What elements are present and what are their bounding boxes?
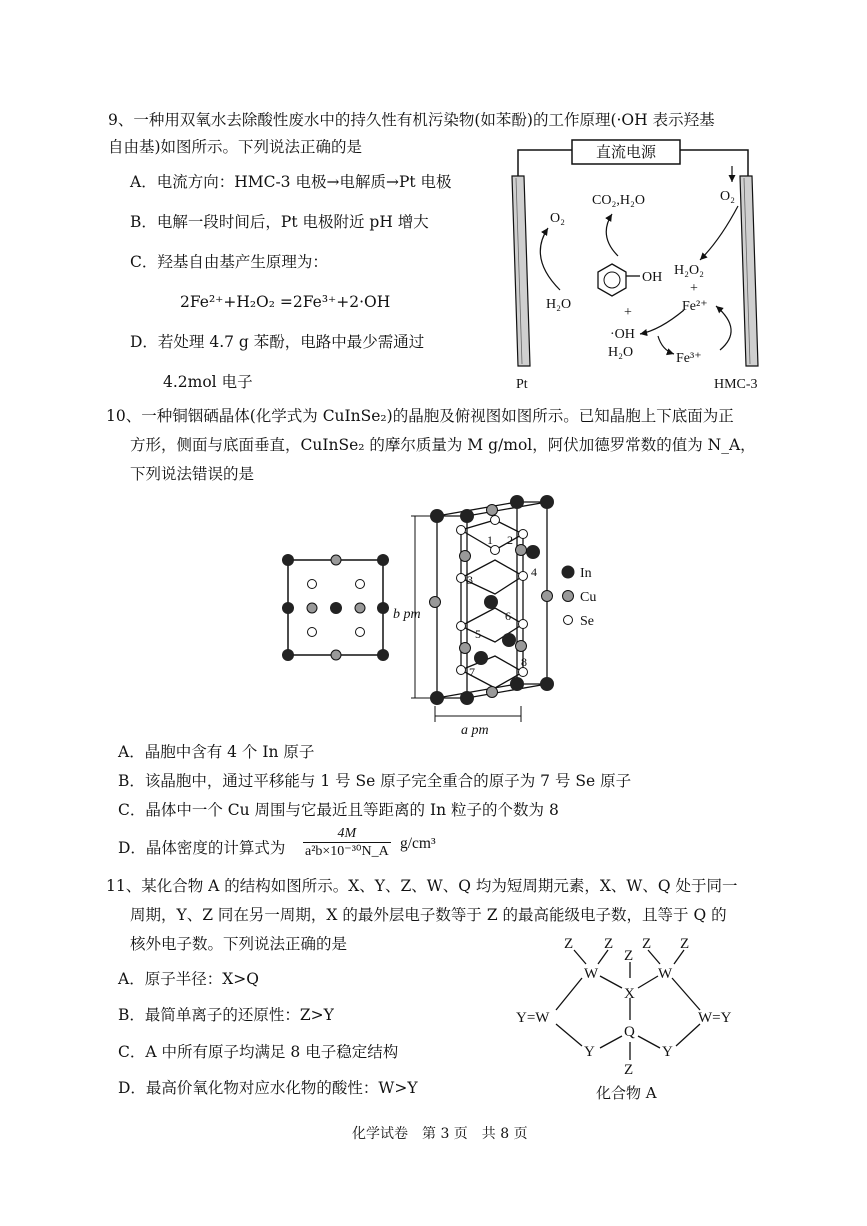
svg-text:W: W xyxy=(658,966,673,982)
q9-option-a: A．电流方向：HMC-3 电极→电解质→Pt 电极 xyxy=(130,173,452,191)
q11-option-b: B．最简单离子的还原性：Z>Y xyxy=(118,1006,334,1024)
q10-option-d-prefix: D．晶体密度的计算式为 xyxy=(118,839,286,857)
q11-option-c: C．A 中所有原子均满足 8 电子稳定结构 xyxy=(118,1043,399,1061)
svg-text:4: 4 xyxy=(531,565,537,579)
svg-text:Y: Y xyxy=(584,1044,595,1060)
pt-h2o-label: H₂O xyxy=(546,297,572,312)
compound-a-caption: 化合物 A xyxy=(596,1084,657,1102)
a-dimension-label: a pm xyxy=(461,723,489,738)
phenol-oh-label: OH xyxy=(642,270,663,285)
q10-stem-line2: 方形，侧面与底面垂直，CuInSe₂ 的摩尔质量为 M g/mol，阿伏加德罗常数的值为 N_A， xyxy=(130,436,756,454)
q10-legend xyxy=(558,562,608,632)
density-numerator: 4M xyxy=(303,826,391,843)
hmc3-label: HMC-3 xyxy=(714,377,758,392)
q9-option-d-line1: D．若处理 4.7 g 苯酚，电路中最少需通过 xyxy=(130,333,425,351)
q9-option-d-line2: 4.2mol 电子 xyxy=(163,373,253,391)
phenol-structure xyxy=(598,264,640,296)
co2-h2o-label: CO₂,H₂O xyxy=(592,193,645,208)
q11-stem-line2: 周期，Y、Z 同在另一周期，X 的最外层电子数等于 Z 的最高能级电子数，且等于 Q 的 xyxy=(130,906,727,924)
q9-option-c: C．羟基自由基产生原理为： xyxy=(130,253,328,271)
q9-stem-line1: 9、一种用双氧水去除酸性废水中的持久性有机污染物(如苯酚)的工作原理(·OH 表示羟基 xyxy=(108,111,715,129)
q9-option-c-equation: 2Fe²⁺+H₂O₂ =2Fe³⁺+2·OH xyxy=(180,293,391,311)
page-footer: 化学试卷 第 3 页 共 8 页 xyxy=(352,1126,528,1142)
svg-text:8: 8 xyxy=(521,655,527,669)
q10-option-c: C．晶体中一个 Cu 周围与它最近且等距离的 In 粒子的个数为 8 xyxy=(118,801,559,819)
svg-text:X: X xyxy=(624,986,635,1002)
svg-text:5: 5 xyxy=(475,627,481,641)
q11-option-d: D．最高价氧化物对应水化物的酸性：W>Y xyxy=(118,1079,418,1097)
svg-text:Z: Z xyxy=(680,936,690,952)
q9-stem-line2: 自由基)如图所示。下列说法正确的是 xyxy=(108,138,363,156)
power-supply-label: 直流电源 xyxy=(595,143,657,161)
svg-text:W: W xyxy=(584,966,599,982)
q10-option-a: A．晶胞中含有 4 个 In 原子 xyxy=(118,743,315,761)
h2o-mid-label: H₂O xyxy=(608,345,634,360)
hmc-o2-label: O₂ xyxy=(720,189,735,204)
density-denominator: a²b×10⁻³⁰N_A xyxy=(305,844,389,859)
b-dimension-label: b pm xyxy=(393,607,421,622)
h2o2-label: H₂O₂ xyxy=(674,263,704,278)
legend-se: Se xyxy=(580,614,594,629)
pt-o2-label: O₂ xyxy=(550,211,565,226)
plus-sign-1: + xyxy=(690,281,698,296)
q9-electrolysis-diagram xyxy=(500,140,780,400)
svg-text:2: 2 xyxy=(507,533,513,547)
svg-text:1: 1 xyxy=(487,533,493,547)
q11-option-a: A．原子半径：X>Q xyxy=(118,970,259,988)
legend-in: In xyxy=(580,566,592,581)
q10-density-fraction xyxy=(303,826,391,860)
q10-stem-line3: 下列说法错误的是 xyxy=(130,465,255,483)
svg-text:Z: Z xyxy=(624,1062,634,1078)
q10-stem-line1: 10、一种铜铟硒晶体(化学式为 CuInSe₂)的晶胞及俯视图如图所示。已知晶胞上下底面为正 xyxy=(106,407,734,425)
q11-stem-line1: 11、某化合物 A 的结构如图所示。X、Y、Z、W、Q 均为短周期元素，X、W、Q 处于同一 xyxy=(106,877,738,895)
w-eq-y-label: W=Y xyxy=(698,1010,732,1026)
svg-text:7: 7 xyxy=(469,665,475,679)
plus-sign-2: + xyxy=(624,305,632,320)
pt-label: Pt xyxy=(516,377,528,392)
q11-stem-line3: 核外电子数。下列说法正确的是 xyxy=(130,935,348,953)
q10-option-d-unit: g/cm³ xyxy=(400,835,436,852)
q11-compound-structure xyxy=(512,934,762,1104)
svg-text:Z: Z xyxy=(642,936,652,952)
y-eq-w-label: Y=W xyxy=(516,1010,550,1026)
svg-text:Q: Q xyxy=(624,1024,635,1040)
svg-text:Z: Z xyxy=(604,936,614,952)
oh-radical-label: ·OH xyxy=(610,327,635,342)
svg-text:Y: Y xyxy=(662,1044,673,1060)
svg-text:6: 6 xyxy=(505,609,511,623)
fe2-label: Fe²⁺ xyxy=(682,299,708,314)
q10-option-b: B．该晶胞中，通过平移能与 1 号 Se 原子完全重合的原子为 7 号 Se 原子 xyxy=(118,772,632,790)
q9-option-b: B．电解一段时间后，Pt 电极附近 pH 增大 xyxy=(130,213,429,231)
svg-text:Z: Z xyxy=(624,948,634,964)
svg-text:Z: Z xyxy=(564,936,574,952)
legend-cu: Cu xyxy=(580,590,597,605)
fe3-label: Fe³⁺ xyxy=(676,351,702,366)
svg-text:3: 3 xyxy=(467,573,473,587)
q10-top-view xyxy=(280,552,400,664)
